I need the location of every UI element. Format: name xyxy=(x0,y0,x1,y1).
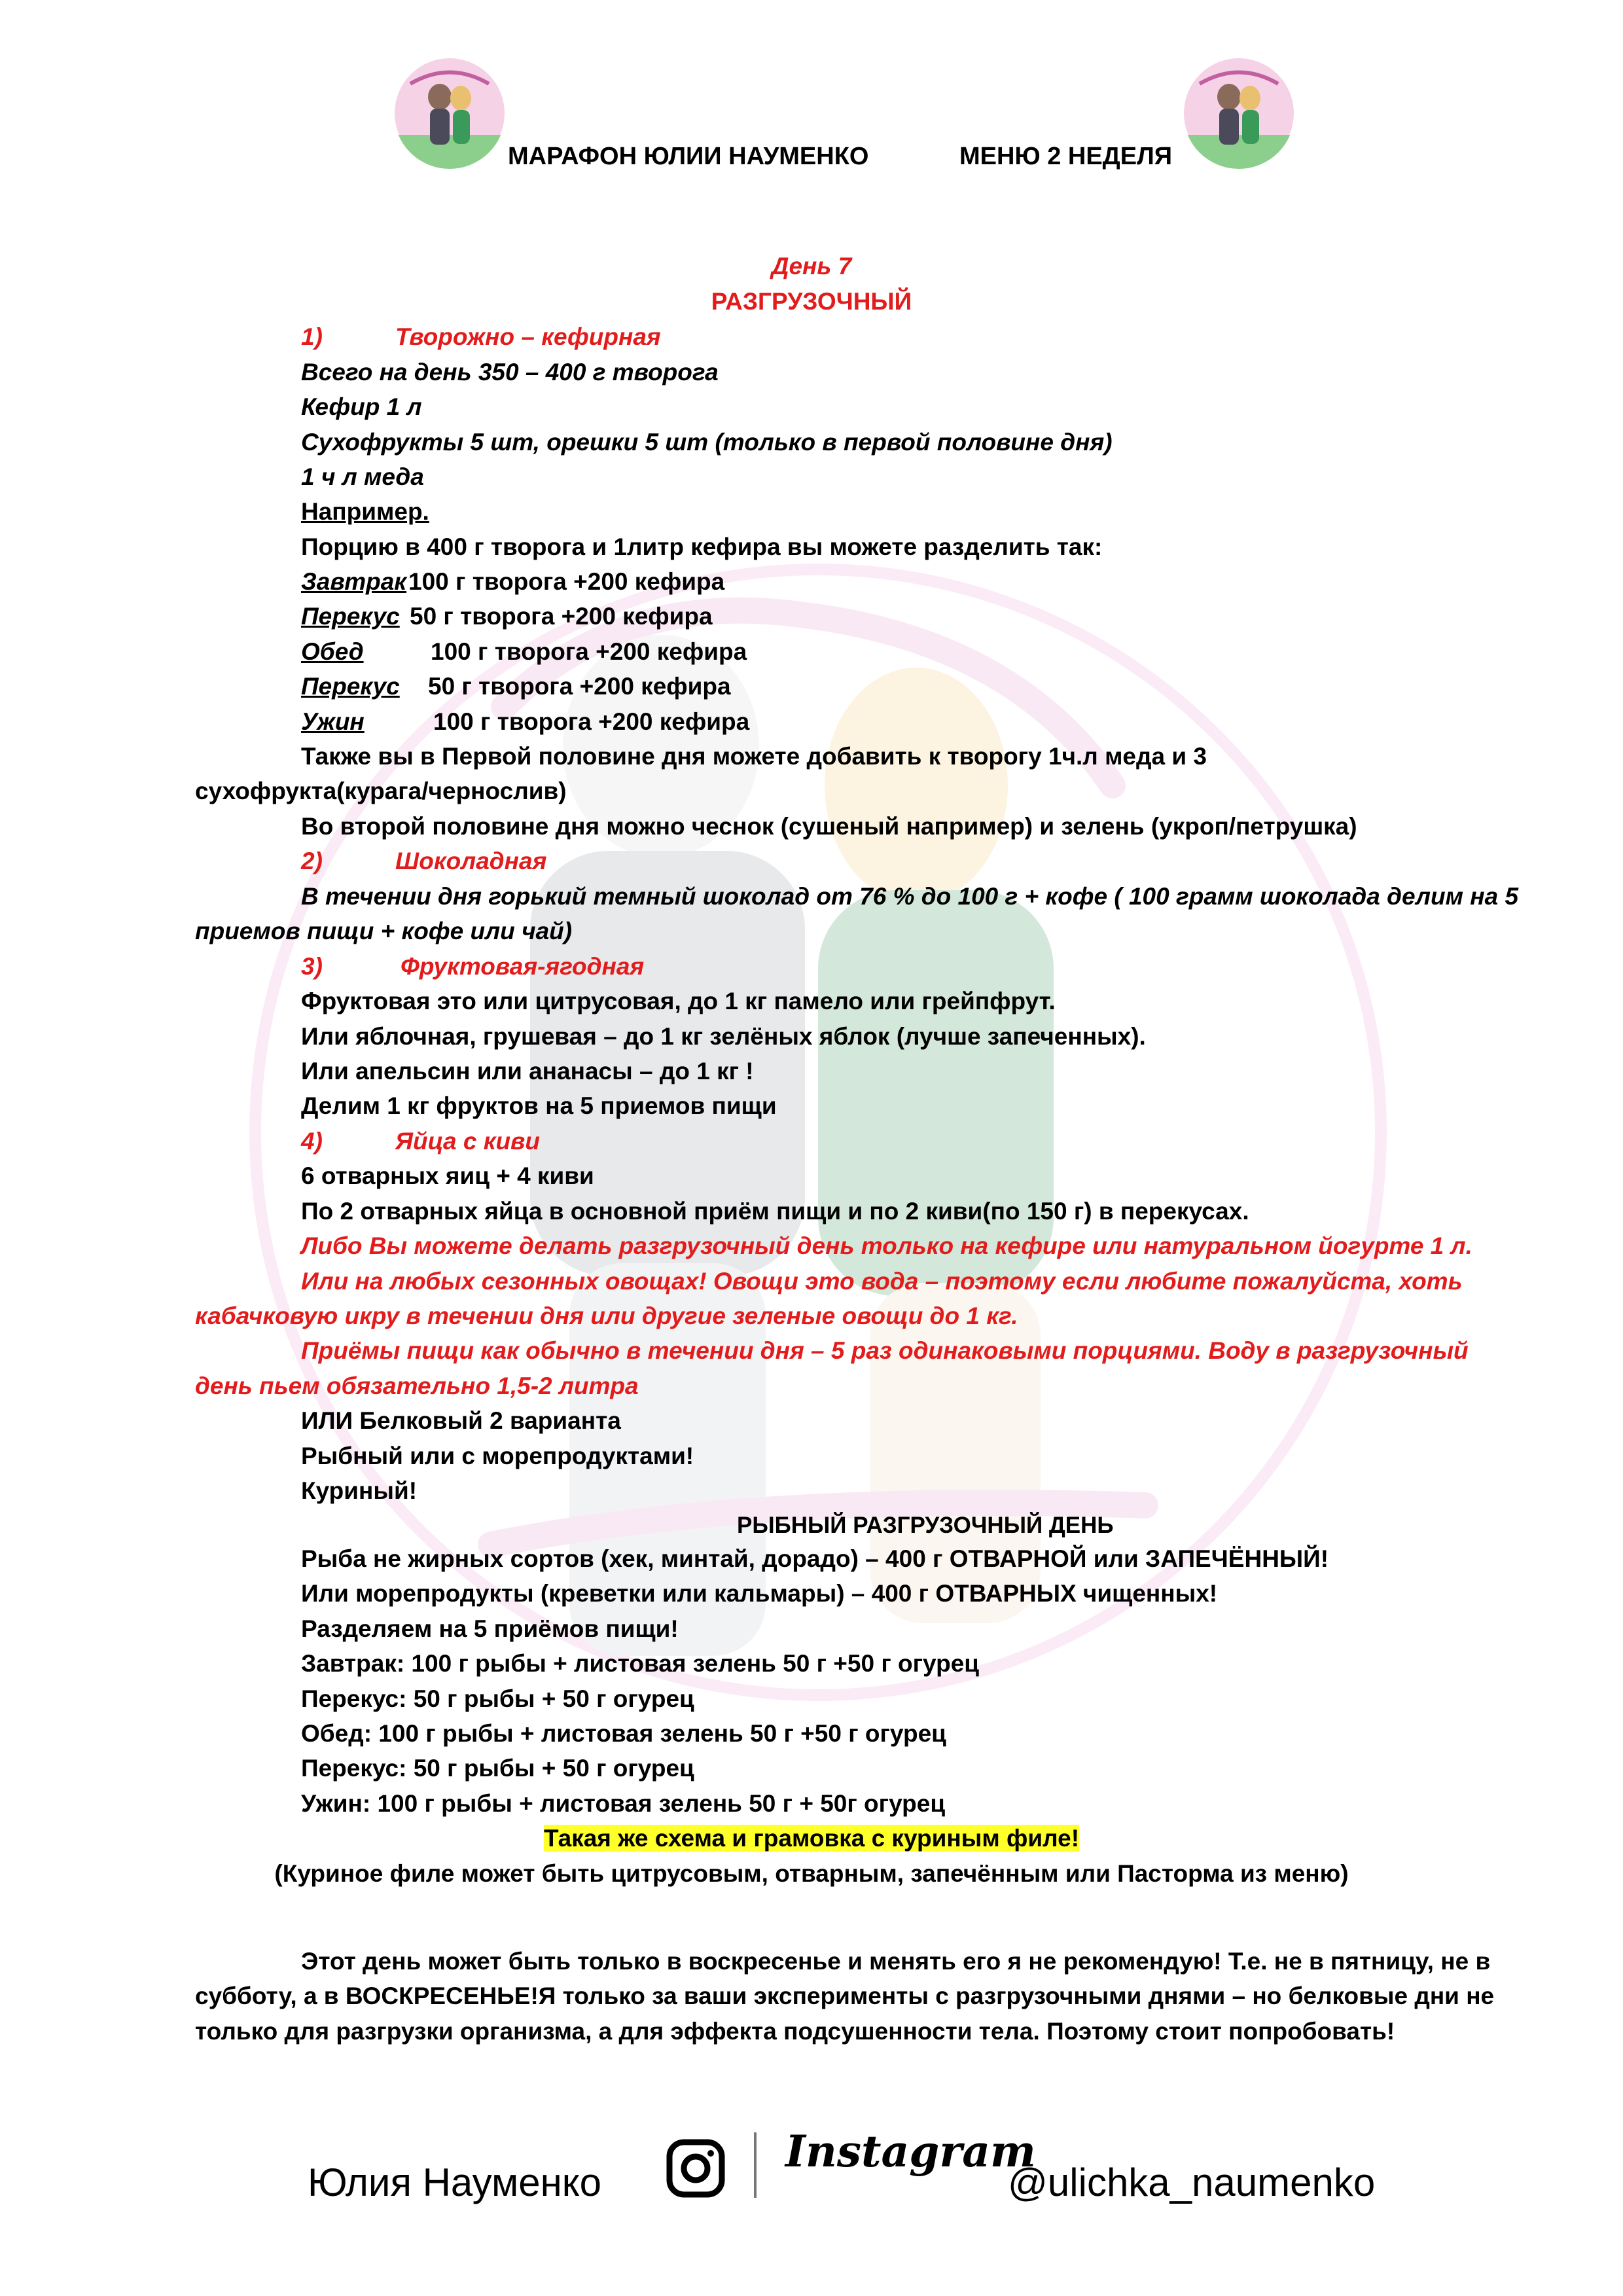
closing-line: Этот день может быть только в воскресенье и менять его я не рекомендую! Т.е. не в пятницу, не в xyxy=(301,1948,1491,1975)
red-note: день пьем обязательно 1,5-2 литра xyxy=(195,1372,639,1399)
option-4-heading: 4) Яйца с киви xyxy=(301,1128,541,1155)
fish-line: Перекус: 50 г рыбы + 50 г огурец xyxy=(301,1685,694,1712)
instagram-icon xyxy=(666,2139,725,2198)
fish-line: Рыба не жирных сортов (хек, минтай, дорадо) – 400 г ОТВАРНОЙ или ЗАПЕЧЁННЫЙ! xyxy=(301,1545,1329,1572)
red-note: Либо Вы можете делать разгрузочный день только на кефире или натуральном йогурте 1 л. xyxy=(301,1232,1472,1259)
closing-line: только для разгрузки организма, а для эффекта подсушенности тела. Поэтому стоит попробовать! xyxy=(195,2018,1395,2045)
footer-divider xyxy=(754,2132,757,2198)
marathon-logo-right xyxy=(1183,58,1294,169)
option-3-line: Фруктовая это или цитрусовая, до 1 кг памело или грейпфрут. xyxy=(301,988,1056,1014)
meal-row: Завтрак100 г творога +200 кефира xyxy=(301,568,725,595)
red-note: Приёмы пищи как обычно в течении дня – 5 раз одинаковыми порциями. Воду в разгрузочный xyxy=(301,1337,1469,1364)
meal-row: Ужин 100 г творога +200 кефира xyxy=(301,708,750,735)
fish-line: Завтрак: 100 г рыбы + листовая зелень 50 г +50 г огурец xyxy=(301,1650,980,1677)
option-3-line: Или яблочная, грушевая – до 1 кг зелёных яблок (лучше запеченных). xyxy=(301,1023,1146,1050)
option-1-note: Во второй половине дня можно чеснок (сушеный например) и зелень (укроп/петрушка) xyxy=(301,813,1357,840)
meal-row: Перекус 50 г творога +200 кефира xyxy=(301,603,713,630)
option-3-heading: 3) Фруктовая-ягодная xyxy=(301,953,645,980)
fish-day-title: РЫБНЫЙ РАЗГРУЗОЧНЫЙ ДЕНЬ xyxy=(737,1513,1114,1538)
protein-line: ИЛИ Белковый 2 варианта xyxy=(301,1407,621,1434)
option-4-line: 6 отварных яиц + 4 киви xyxy=(301,1162,594,1189)
closing-line: субботу, а в ВОСКРЕСЕНЬЕ!Я только за ваши эксперименты с разгрузочными днями – но белковые дни не xyxy=(195,1982,1495,2009)
marathon-logo-left xyxy=(394,58,505,169)
instagram-wordmark: Instagram xyxy=(785,2126,1036,2177)
option-3-line: Делим 1 кг фруктов на 5 приемов пищи xyxy=(301,1092,777,1119)
red-note: Или на любых сезонных овощах! Овощи это вода – поэтому если любите пожалуйста, хоть xyxy=(301,1268,1463,1295)
red-note: кабачковую икру в течении дня или другие зеленые овощи до 1 кг. xyxy=(195,1302,1018,1329)
header-title-left: МАРАФОН ЮЛИИ НАУМЕНКО xyxy=(508,143,869,170)
option-1-heading: 1) Творожно – кефирная xyxy=(301,323,661,350)
option-1-note: сухофрукта(курага/чернослив) xyxy=(195,778,567,804)
header-title-right: МЕНЮ 2 НЕДЕЛЯ xyxy=(959,143,1173,170)
instagram-handle[interactable]: @ulichka_naumenko xyxy=(1008,2161,1376,2204)
option-2-line: В течении дня горький темный шоколад от 76 % до 100 г + кофе ( 100 грамм шоколада делим на 5 xyxy=(301,883,1519,910)
option-4-line: По 2 отварных яйца в основной приём пищи и по 2 киви(по 150 г) в перекусах. xyxy=(301,1198,1249,1225)
protein-line: Куриный! xyxy=(301,1477,418,1504)
day-subtitle: РАЗГРУЗОЧНЫЙ xyxy=(711,288,912,315)
option-1-line: Всего на день 350 – 400 г творога xyxy=(301,359,719,386)
fish-line: Обед: 100 г рыбы + листовая зелень 50 г +50 г огурец xyxy=(301,1720,946,1747)
portion-line: Порцию в 400 г творога и 1литр кефира вы можете разделить так: xyxy=(301,533,1103,560)
day-title: День 7 xyxy=(771,253,852,279)
meal-row: Обед 100 г творога +200 кефира xyxy=(301,638,747,665)
option-1-line: 1 ч л меда xyxy=(301,463,424,490)
protein-line: Рыбный или с морепродуктами! xyxy=(301,1443,694,1469)
option-3-line: Или апельсин или ананасы – до 1 кг ! xyxy=(301,1058,754,1085)
option-1-note: Также вы в Первой половине дня можете добавить к творогу 1ч.л меда и 3 xyxy=(301,743,1207,770)
option-2-line: приемов пищи + кофе или чай) xyxy=(195,918,573,944)
chicken-highlight: Такая же схема и грамовка с куриным филе! xyxy=(543,1825,1080,1852)
example-label: Например. xyxy=(301,498,429,525)
fish-line: Перекус: 50 г рыбы + 50 г огурец xyxy=(301,1755,694,1782)
fish-line: Ужин: 100 г рыбы + листовая зелень 50 г + 50г огурец xyxy=(301,1790,946,1817)
fish-line: Или морепродукты (креветки или кальмары) – 400 г ОТВАРНЫХ чищенных! xyxy=(301,1580,1218,1607)
option-1-line: Сухофрукты 5 шт, орешки 5 шт (только в первой половине дня) xyxy=(301,429,1113,456)
chicken-note: (Куриное филе может быть цитрусовым, отварным, запечённым или Пасторма из меню) xyxy=(274,1860,1349,1887)
fish-line: Разделяем на 5 приёмов пищи! xyxy=(301,1615,679,1642)
option-2-heading: 2) Шоколадная xyxy=(301,848,547,874)
meal-row: Перекус 50 г творога +200 кефира xyxy=(301,673,731,700)
option-1-line: Кефир 1 л xyxy=(301,393,422,420)
footer-name: Юлия Науменко xyxy=(308,2161,602,2204)
